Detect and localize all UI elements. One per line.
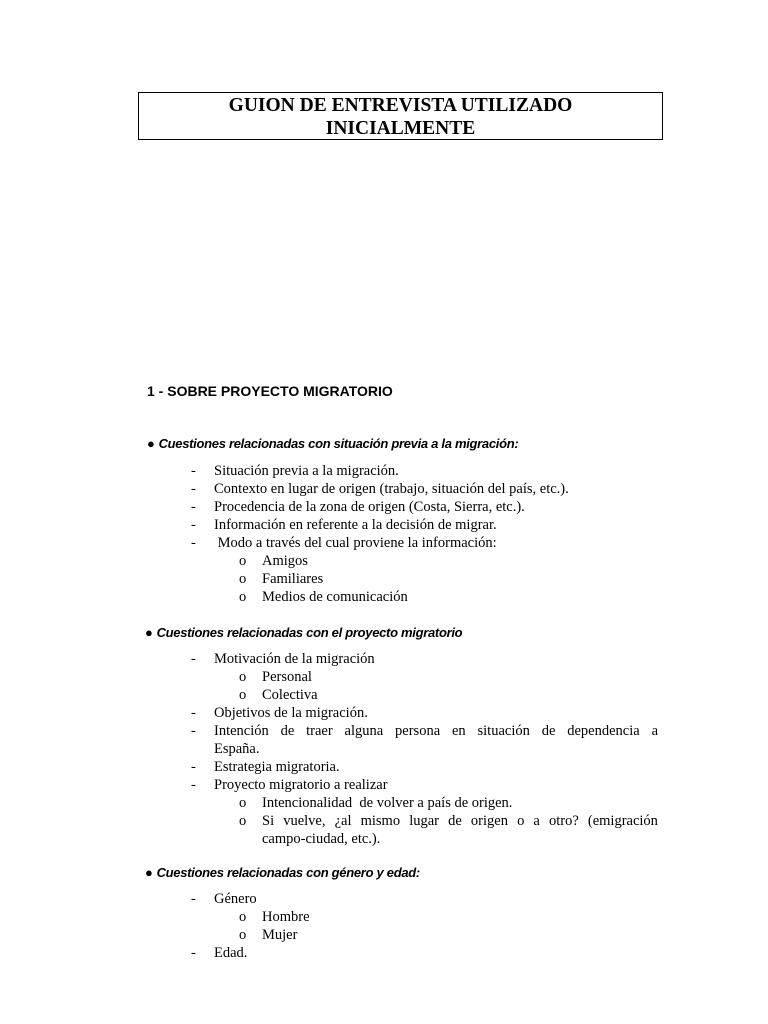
word: ¿al xyxy=(334,813,352,829)
dash-marker: - xyxy=(191,777,196,793)
circle-bullet-marker: o xyxy=(239,553,247,569)
sub-list-item-text: Mujer xyxy=(262,927,298,943)
word: mismo xyxy=(360,813,401,829)
circle-bullet-marker: o xyxy=(239,687,247,703)
group-heading-text: Cuestiones relacionadas con situación previa a la migración: xyxy=(158,436,519,451)
sub-list-item-text: Familiares xyxy=(262,571,324,587)
list-item-text: Procedencia de la zona de origen (Costa, Sierra, etc.). xyxy=(214,499,525,515)
document-title-line-1: GUION DE ENTREVISTA UTILIZADO xyxy=(228,95,573,116)
word: alguna xyxy=(344,723,384,739)
circle-bullet-marker: o xyxy=(239,589,247,605)
dash-marker: - xyxy=(191,705,196,721)
list-item-text: Proyecto migratorio a realizar xyxy=(214,777,388,793)
dash-marker: - xyxy=(191,891,196,907)
word: de xyxy=(541,723,556,739)
sub-list-item-text: Amigos xyxy=(262,553,308,569)
group-heading xyxy=(145,625,462,640)
word: en xyxy=(451,723,466,739)
group-heading-text: Cuestiones relacionadas con el proyecto migratorio xyxy=(156,625,463,640)
bullet-icon: ● xyxy=(147,436,155,451)
dash-marker: - xyxy=(191,535,196,551)
list-item-text: Motivación de la migración xyxy=(214,651,375,667)
word: vuelve, xyxy=(283,813,326,829)
section-heading: 1 - SOBRE PROYECTO MIGRATORIO xyxy=(147,383,393,399)
dash-marker: - xyxy=(191,499,196,515)
word: traer xyxy=(306,723,333,739)
sub-list-item-text: Medios de comunicación xyxy=(262,589,408,605)
circle-bullet-marker: o xyxy=(239,571,247,587)
list-item-text: Contexto en lugar de origen (trabajo, situación del país, etc.). xyxy=(214,481,569,497)
sub-list-item-text: Personal xyxy=(262,669,312,685)
word: de xyxy=(448,813,462,829)
dash-marker: - xyxy=(191,651,196,667)
circle-bullet-marker: o xyxy=(239,795,247,811)
dash-marker: - xyxy=(191,481,196,497)
word: origen xyxy=(470,813,508,829)
word: persona xyxy=(395,723,441,739)
list-item-text xyxy=(214,722,658,740)
dash-marker: - xyxy=(191,945,196,961)
word: (emigración xyxy=(587,813,658,829)
bullet-icon: ● xyxy=(145,625,153,640)
word: Si xyxy=(262,813,275,829)
sub-list-item-text: Intencionalidad de volver a país de origen. xyxy=(262,795,513,811)
document-title-line-2: INICIALMENTE xyxy=(325,118,476,139)
list-item-text: Modo a través del cual proviene la información: xyxy=(214,535,497,551)
group-heading-text: Cuestiones relacionadas con género y edad: xyxy=(156,865,420,880)
word: a xyxy=(651,723,658,739)
list-item-text: Edad. xyxy=(214,945,248,961)
group-heading xyxy=(147,436,518,451)
sub-list-item-text xyxy=(262,812,658,830)
list-item-text: Objetivos de la migración. xyxy=(214,705,368,721)
word: Intención xyxy=(214,723,269,739)
word: dependencia xyxy=(567,723,640,739)
circle-bullet-marker: o xyxy=(239,669,247,685)
list-item-text: Género xyxy=(214,891,257,907)
word: a xyxy=(533,813,540,829)
word: otro? xyxy=(548,813,579,829)
list-item-text: Estrategia migratoria. xyxy=(214,759,340,775)
sub-list-item-text: Colectiva xyxy=(262,687,318,703)
sub-list-item-text: campo-ciudad, etc.). xyxy=(262,831,381,847)
bullet-icon: ● xyxy=(145,865,153,880)
sub-list-item-text: Hombre xyxy=(262,909,310,925)
word: o xyxy=(517,813,525,829)
document-title-box xyxy=(138,92,663,140)
group-heading xyxy=(145,865,420,880)
circle-bullet-marker: o xyxy=(239,813,247,829)
list-item-text: España. xyxy=(214,741,260,757)
word: lugar xyxy=(409,813,439,829)
dash-marker: - xyxy=(191,517,196,533)
list-item-text: Información en referente a la decisión de migrar. xyxy=(214,517,497,533)
dash-marker: - xyxy=(191,723,196,739)
word: de xyxy=(280,723,295,739)
dash-marker: - xyxy=(191,463,196,479)
circle-bullet-marker: o xyxy=(239,909,247,925)
list-item-text: Situación previa a la migración. xyxy=(214,463,399,479)
word: situación xyxy=(477,723,530,739)
dash-marker: - xyxy=(191,759,196,775)
circle-bullet-marker: o xyxy=(239,927,247,943)
